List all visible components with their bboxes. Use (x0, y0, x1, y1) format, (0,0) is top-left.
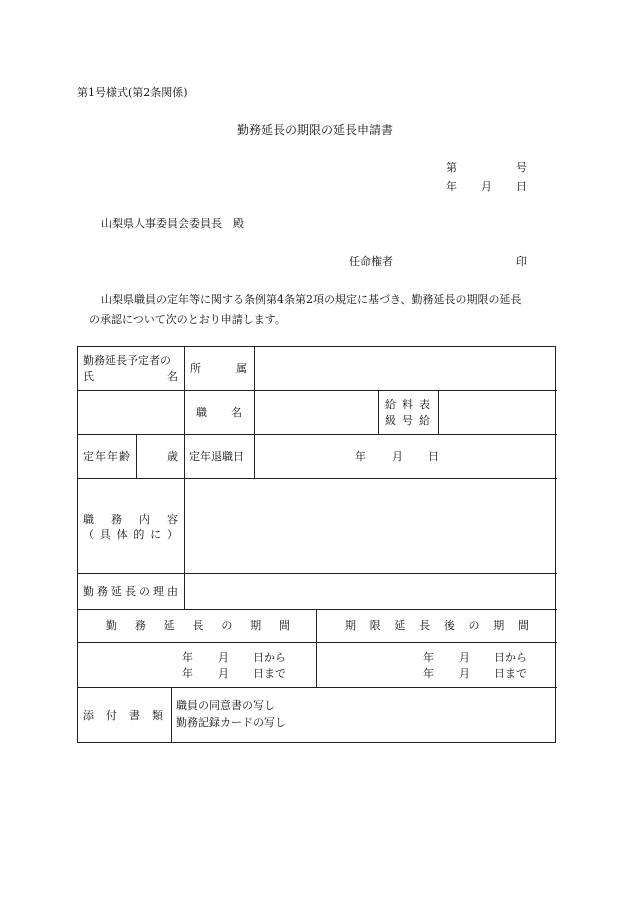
retirement-date-year: 年 (355, 450, 366, 463)
attachment-item: 勤務記録カードの写し (176, 716, 286, 729)
age-unit: 歳 (167, 450, 178, 463)
extension-reason-label: 勤 務 延 長 の 理 由 (83, 585, 178, 598)
period-start-year: 年 (182, 651, 193, 664)
retirement-date-month: 月 (392, 450, 403, 463)
period-end-year: 年 (182, 667, 193, 680)
name-label-line-2: 氏 名 (83, 370, 178, 383)
extension-reason-field[interactable] (185, 574, 555, 608)
period-end-month: 月 (218, 667, 229, 680)
retirement-date-label: 定年退職日 (189, 450, 244, 463)
extension-period-header: 勤 務 延 長 の 期 間 (106, 619, 290, 632)
body-text-line-1: 山梨県職員の定年等に関する条例第4条第2項の規定に基づき、勤務延長の期限の延長 (101, 293, 522, 306)
period-end-day: 日まで (253, 667, 286, 680)
affiliation-field[interactable] (255, 348, 555, 389)
application-form-table (77, 346, 556, 743)
extended-start-year: 年 (423, 651, 434, 664)
extended-start-day: 日から (494, 651, 527, 664)
document-title: 勤務延長の期限の延長申請書 (236, 123, 393, 137)
period-start-day: 日から (253, 651, 286, 664)
position-label: 職 名 (196, 406, 242, 419)
duties-label-line-2: （ 具 体 的 に ） (83, 528, 178, 541)
doc-date-day: 日 (516, 180, 527, 193)
retirement-age-label: 定 年 年 齢 (83, 450, 130, 463)
salary-table-label: 給 料 表 (385, 398, 430, 411)
extended-period-header: 期 限 延 長 後 の 期 間 (345, 619, 529, 632)
duties-label-line-1: 職 務 内 容 (83, 513, 178, 526)
duties-field[interactable] (185, 479, 555, 572)
seal-mark: 印 (516, 255, 527, 268)
extended-end-day: 日まで (494, 667, 527, 680)
attachments-label: 添 付 書 類 (83, 709, 163, 722)
salary-grade-label: 級 号 給 (385, 414, 430, 427)
retirement-date-day: 日 (428, 450, 439, 463)
extended-end-month: 月 (459, 667, 470, 680)
name-label-line-1: 勤務延長予定者の (83, 354, 171, 367)
form-number: 第1号様式(第2条関係) (77, 86, 188, 99)
doc-date-month: 月 (481, 180, 492, 193)
position-field[interactable] (255, 391, 377, 433)
addressee: 山梨県人事委員会委員長 殿 (101, 217, 244, 230)
extended-end-year: 年 (423, 667, 434, 680)
extended-start-month: 月 (459, 651, 470, 664)
doc-number-suffix: 号 (516, 161, 527, 174)
attachment-item: 職員の同意書の写し (176, 699, 275, 712)
doc-number-prefix: 第 (446, 161, 457, 174)
affiliation-label: 所 属 (190, 362, 247, 375)
salary-grade-field[interactable] (439, 391, 555, 433)
name-field[interactable] (79, 391, 183, 433)
doc-date-year: 年 (446, 180, 457, 193)
applicant-label: 任命権者 (349, 255, 393, 268)
period-start-month: 月 (218, 651, 229, 664)
body-text-line-2: の承認について次のとおり申請します。 (89, 313, 286, 326)
